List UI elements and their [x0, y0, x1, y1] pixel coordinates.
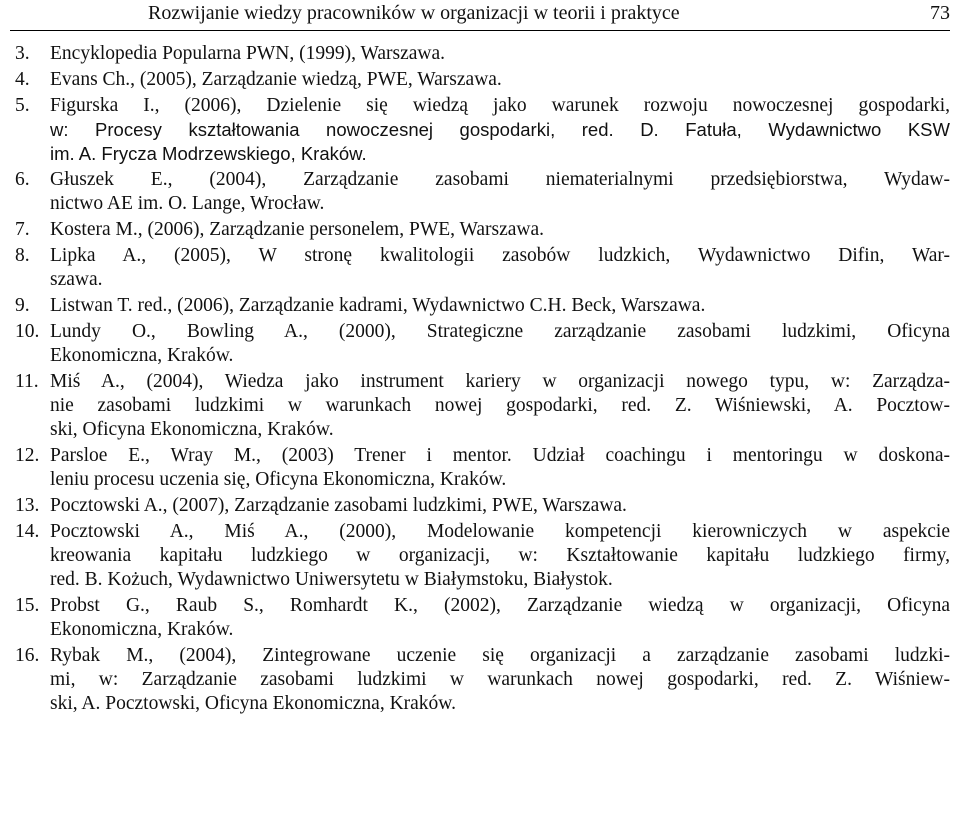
reference-line: mi, w: Zarządzanie zasobami ludzkimi w warunkach nowej gospodarki, red. Z. Wiśniew- [50, 669, 950, 690]
reference-item [15, 42, 950, 66]
reference-line: w: Procesy kształtowania nowoczesnej gospodarki, red. D. Fatuła, Wydawnictwo KSW [50, 119, 950, 140]
reference-item [15, 444, 950, 492]
reference-text [50, 294, 950, 318]
reference-number: 10. [15, 321, 40, 342]
reference-number: 4. [15, 69, 30, 90]
reference-line: nictwo AE im. O. Lange, Wrocław. [50, 193, 325, 214]
reference-line: nie zasobami ludzkimi w warunkach nowej gospodarki, red. Z. Wiśniewski, A. Pocztow- [50, 395, 950, 416]
reference-line: Ekonomiczna, Kraków. [50, 619, 234, 640]
running-header [10, 0, 950, 31]
reference-number: 7. [15, 219, 30, 240]
reference-text [50, 68, 950, 92]
reference-text [50, 168, 950, 216]
reference-line: Pocztowski A., Miś A., (2000), Modelowanie kompetencji kierowniczych w aspekcie [50, 521, 950, 542]
reference-line: kreowania kapitału ludzkiego w organizacji, w: Kształtowanie kapitału ludzkiego firmy, [50, 545, 950, 566]
reference-item [15, 320, 950, 368]
reference-item [15, 520, 950, 592]
running-title: Rozwijanie wiedzy pracowników w organizacji w teorii i praktyce [148, 2, 680, 24]
reference-text [50, 594, 950, 642]
reference-line: Rybak M., (2004), Zintegrowane uczenie się organizacji a zarządzanie zasobami ludzki- [50, 645, 950, 666]
reference-number: 16. [15, 645, 40, 666]
reference-number: 13. [15, 495, 40, 516]
reference-text [50, 644, 950, 716]
reference-item [15, 370, 950, 442]
reference-text [50, 370, 950, 442]
reference-line: Figurska I., (2006), Dzielenie się wiedzą jako warunek rozwoju nowoczesnej gospodarki, [50, 95, 950, 116]
reference-line: Pocztowski A., (2007), Zarządzanie zasobami ludzkimi, PWE, Warszawa. [50, 495, 627, 516]
reference-line: szawa. [50, 269, 103, 290]
reference-line: leniu procesu uczenia się, Oficyna Ekonomiczna, Kraków. [50, 469, 507, 490]
reference-item [15, 594, 950, 642]
reference-line: Lipka A., (2005), W stronę kwalitologii zasobów ludzkich, Wydawnictwo Difin, War- [50, 245, 950, 266]
reference-line: im. A. Frycza Modrzewskiego, Kraków. [50, 143, 367, 164]
reference-line: Evans Ch., (2005), Zarządzanie wiedzą, PWE, Warszawa. [50, 69, 502, 90]
reference-line: Kostera M., (2006), Zarządzanie personelem, PWE, Warszawa. [50, 219, 545, 240]
reference-line: ski, A. Pocztowski, Oficyna Ekonomiczna, Kraków. [50, 693, 456, 714]
reference-item [15, 244, 950, 292]
page-number: 73 [930, 2, 950, 24]
reference-number: 15. [15, 595, 40, 616]
reference-text [50, 94, 950, 166]
reference-number: 6. [15, 169, 30, 190]
reference-text [50, 444, 950, 492]
reference-item [15, 168, 950, 216]
reference-number: 14. [15, 521, 40, 542]
reference-item [15, 494, 950, 518]
reference-text [50, 520, 950, 592]
reference-item [15, 218, 950, 242]
reference-item [15, 644, 950, 716]
reference-line: Encyklopedia Popularna PWN, (1999), Warszawa. [50, 43, 445, 64]
reference-line: Lundy O., Bowling A., (2000), Strategiczne zarządzanie zasobami ludzkimi, Oficyna [50, 321, 950, 342]
document-page [10, 0, 950, 817]
reference-number: 5. [15, 95, 30, 116]
reference-text [50, 494, 950, 518]
reference-number: 3. [15, 43, 30, 64]
reference-text [50, 244, 950, 292]
reference-item [15, 294, 950, 318]
reference-line: Głuszek E., (2004), Zarządzanie zasobami niematerialnymi przedsiębiorstwa, Wydaw- [50, 169, 950, 190]
reference-text [50, 218, 950, 242]
reference-number: 11. [15, 371, 39, 392]
reference-number: 8. [15, 245, 30, 266]
reference-number: 12. [15, 445, 40, 466]
reference-line: Ekonomiczna, Kraków. [50, 345, 234, 366]
reference-list [15, 42, 950, 718]
reference-line: red. B. Kożuch, Wydawnictwo Uniwersytetu w Białymstoku, Białystok. [50, 569, 613, 590]
reference-item [15, 94, 950, 166]
reference-line: Parsloe E., Wray M., (2003) Trener i mentor. Udział coachingu i mentoringu w doskona- [50, 445, 950, 466]
reference-line: ski, Oficyna Ekonomiczna, Kraków. [50, 419, 334, 440]
reference-line: Listwan T. red., (2006), Zarządzanie kadrami, Wydawnictwo C.H. Beck, Warszawa. [50, 295, 706, 316]
reference-item [15, 68, 950, 92]
reference-line: Miś A., (2004), Wiedza jako instrument kariery w organizacji nowego typu, w: Zarządza- [50, 371, 950, 392]
reference-text [50, 42, 950, 66]
reference-text [50, 320, 950, 368]
reference-line: Probst G., Raub S., Romhardt K., (2002), Zarządzanie wiedzą w organizacji, Oficyna [50, 595, 950, 616]
reference-number: 9. [15, 295, 30, 316]
